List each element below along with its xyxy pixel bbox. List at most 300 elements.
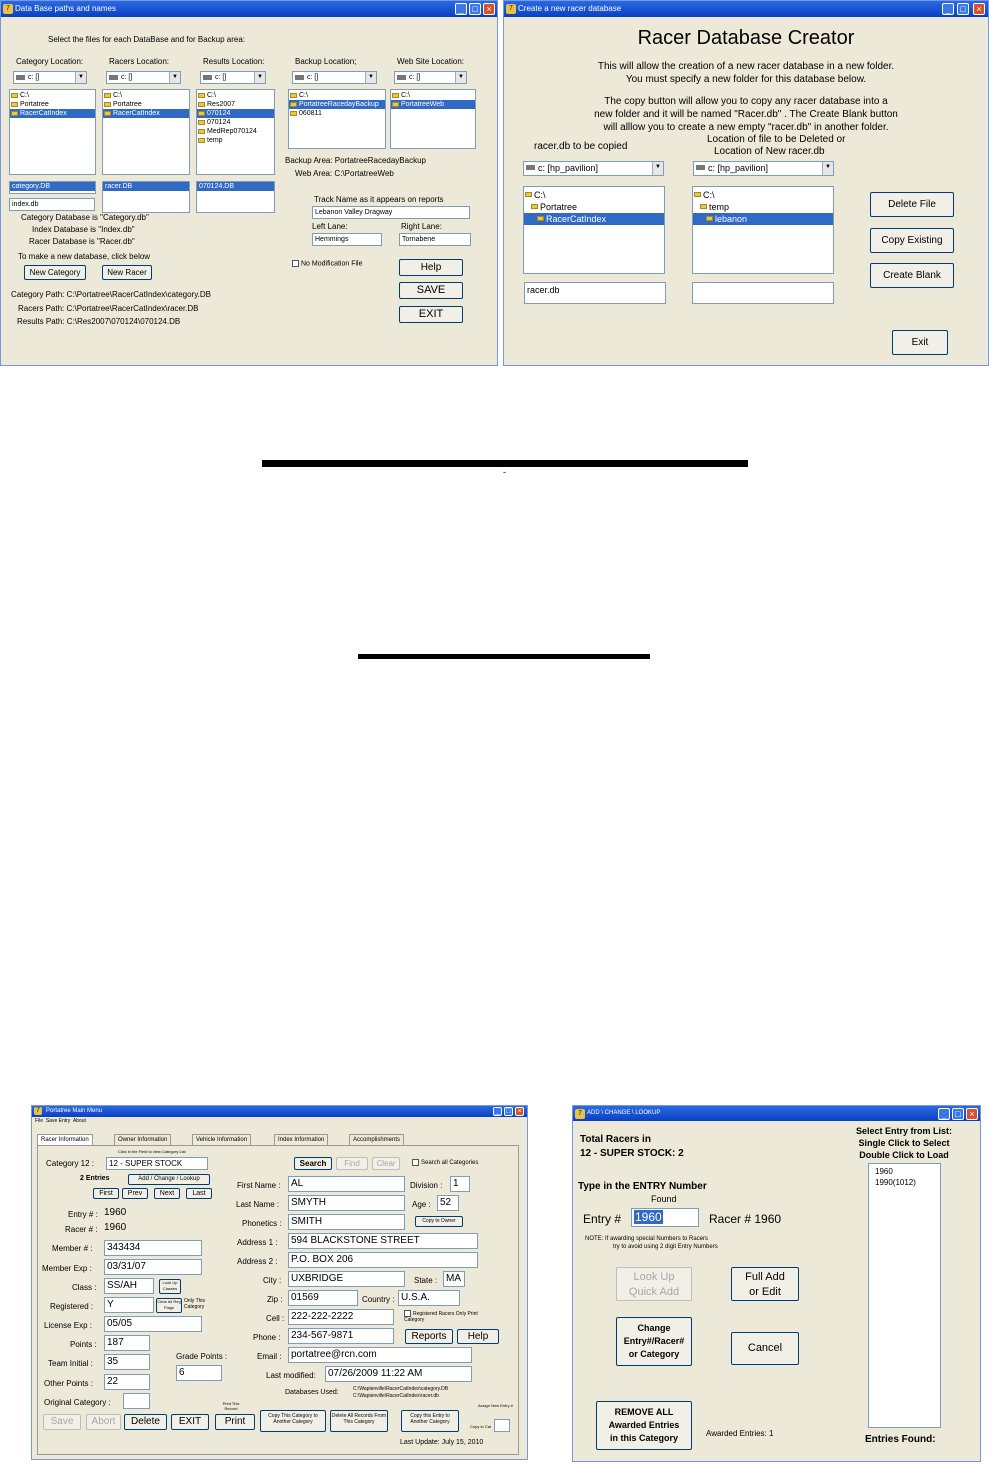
phone-field[interactable]: 234-567-9871 (288, 1328, 394, 1344)
folder-item[interactable] (391, 100, 475, 109)
category-db-text: Category Database is "Category.db" (21, 213, 149, 222)
source-drive-select[interactable] (523, 161, 664, 176)
other-points-field[interactable]: 22 (104, 1374, 150, 1390)
folder-name: RacerCatIndex (546, 214, 607, 224)
cancel-button[interactable]: Cancel (731, 1332, 799, 1365)
dropdown-arrow-icon[interactable]: ▼ (169, 72, 180, 83)
paths-title: Data Base paths and names (15, 4, 116, 13)
minimize-icon[interactable]: _ (942, 3, 954, 15)
tab-owner-info[interactable]: Owner Information (114, 1134, 171, 1146)
tab-index-info[interactable]: Index Information (274, 1134, 328, 1146)
menu-bar (35, 1118, 86, 1124)
note-line: try to avoid using 2 digit Entry Numbers (613, 1244, 718, 1250)
folder-icon (198, 102, 205, 107)
track-field[interactable]: Lebanon Valley Dragway (312, 206, 470, 219)
divider-mark: - (503, 467, 506, 477)
original-category-label: Original Category : (44, 1398, 111, 1407)
entry-number-value: 1960 (635, 1210, 662, 1224)
folder-name: 060811 (299, 110, 322, 117)
entry-number-field[interactable] (631, 1208, 699, 1227)
checkbox-icon[interactable] (404, 1310, 411, 1317)
prev-button[interactable]: Prev (122, 1188, 148, 1199)
awarded-entries-text: Awarded Entries: 1 (706, 1429, 774, 1438)
file-item[interactable]: 070124.DB (197, 182, 274, 191)
drive-icon (109, 75, 118, 80)
racers-folder-list[interactable] (102, 89, 190, 175)
close-icon[interactable]: × (966, 1108, 978, 1120)
dest-drive-select[interactable] (693, 161, 834, 176)
folder-item[interactable] (197, 91, 274, 100)
folder-item[interactable] (391, 91, 475, 100)
results-path-text: Results Path: C:\Res2007\070124\070124.DB (17, 317, 181, 326)
folder-item[interactable] (524, 201, 664, 213)
dropdown-arrow-icon[interactable]: ▼ (822, 162, 833, 175)
registered-only-label: Registered Racers Only Print Category (404, 1310, 478, 1323)
division-label: Division : (410, 1181, 443, 1190)
select-instructions (843, 1125, 965, 1161)
button-line: Quick Add (628, 1286, 680, 1298)
tab-vehicle-info[interactable]: Vehicle Information (192, 1134, 251, 1146)
source-folder-list[interactable] (523, 186, 665, 274)
creator-para2 (504, 95, 988, 134)
menu-file[interactable]: File (35, 1118, 44, 1124)
folder-icon (11, 102, 18, 107)
button-line: Full Add (745, 1271, 785, 1283)
find-button[interactable]: Find (336, 1157, 368, 1170)
racers-file-list[interactable] (102, 181, 190, 213)
results-folder-list[interactable] (196, 89, 275, 175)
main-title: Portatree Main Menu (46, 1108, 103, 1114)
select-line: Select Entry from List: (855, 1126, 953, 1136)
copy-category-button[interactable]: Copy This Category to Another Category (260, 1410, 326, 1432)
country-field[interactable]: U.S.A. (398, 1290, 460, 1306)
folder-icon (537, 216, 544, 221)
tab-strip (37, 1134, 517, 1145)
folder-name: C:\ (401, 92, 410, 99)
paths-instruction: Select the files for each DataBase and for Backup area: (48, 35, 246, 44)
entry-number-label: Entry # (583, 1212, 622, 1226)
close-icon[interactable]: × (515, 1107, 524, 1116)
index-file-field[interactable]: index.db (9, 198, 95, 211)
folder-item[interactable] (693, 201, 833, 213)
left-lane-label: Left Lane: (312, 222, 348, 231)
folder-icon (11, 111, 18, 116)
folder-item[interactable] (103, 109, 189, 118)
cell-field[interactable]: 222-222-2222 (288, 1309, 394, 1325)
app-icon: 7 (506, 4, 516, 14)
maximize-icon[interactable]: □ (957, 3, 969, 15)
folder-item[interactable] (197, 136, 274, 145)
databases-used-line: C:\Wapienville\RacerCatIndex\racer.db (353, 1393, 439, 1399)
copy-existing-button[interactable]: Copy Existing (870, 228, 954, 253)
assign-new-entry-text: Assign New Entry # (478, 1403, 513, 1408)
points-field[interactable]: 187 (104, 1335, 150, 1351)
index-db-text: Index Database is "Index.db" (32, 225, 135, 234)
website-folder-list[interactable] (390, 89, 476, 149)
folder-name: Portatree (540, 202, 578, 212)
total-racers-value: 12 - SUPER STOCK: 2 (580, 1148, 684, 1159)
last-modified-field[interactable]: 07/26/2009 11:22 AM (325, 1366, 472, 1382)
email-field[interactable]: portatree@rcn.com (288, 1347, 472, 1363)
racers-drive-value: c: [] (121, 74, 133, 81)
maximize-icon[interactable]: □ (469, 3, 481, 15)
category-drive-select[interactable] (13, 71, 87, 84)
exit-button[interactable]: EXIT (399, 306, 463, 323)
button-line: in this Category (609, 1433, 678, 1443)
delete-all-button[interactable]: Delete All Records From This Category (330, 1410, 388, 1432)
location-caption-2: Location of New racer.db (714, 146, 825, 157)
button-line: Look Up (633, 1271, 675, 1283)
folder-icon (198, 111, 205, 116)
creator-para2-line: new folder and it will be named "Racer.db" . The Create Blank button (594, 109, 898, 120)
folder-icon (104, 111, 111, 116)
folder-name: C:\ (534, 190, 546, 200)
class-label: Class : (72, 1283, 97, 1292)
folder-item[interactable] (197, 127, 274, 136)
copy-entry-button[interactable]: Copy this Entry to Another Category (401, 1410, 459, 1432)
minimize-icon[interactable]: _ (938, 1108, 950, 1120)
create-blank-button[interactable]: Create Blank (870, 263, 954, 288)
right-lane-field[interactable]: Tornabene (399, 233, 471, 246)
file-item[interactable]: category.DB (10, 182, 95, 191)
grade-points-field[interactable]: 6 (176, 1365, 222, 1381)
state-label: State : (414, 1276, 438, 1285)
entry-list[interactable] (868, 1163, 941, 1428)
zip-field[interactable]: 01569 (288, 1290, 358, 1306)
right-lane-label: Right Lane: (401, 222, 442, 231)
folder-name: PortatreeWeb (401, 101, 445, 108)
folder-item[interactable] (693, 189, 833, 201)
folder-name: 070124 (207, 119, 231, 126)
creator-para2-line: will alllow you to create a new empty "racer.db" in another folder. (603, 122, 889, 133)
button-line: or Category (628, 1349, 680, 1359)
button-line: or Edit (749, 1286, 781, 1298)
type-entry-label: Type in the ENTRY Number (578, 1181, 707, 1192)
search-all-label: Search all Categories (421, 1160, 479, 1167)
new-racer-button[interactable]: New Racer (102, 265, 152, 280)
address1-field[interactable]: 594 BLACKSTONE STREET (288, 1233, 478, 1249)
email-label: Email : (257, 1352, 282, 1361)
minimize-icon[interactable]: _ (455, 3, 467, 15)
website-drive-value: c: [] (409, 74, 421, 81)
copy-to-owner-button[interactable]: Copy to Owner (415, 1216, 463, 1227)
folder-name: RacerCatIndex (113, 110, 160, 117)
creator-para2-line: The copy button will allow you to copy any racer database into a (604, 96, 888, 107)
creator-title: Create a new racer database (518, 4, 622, 13)
menu-about[interactable]: About (72, 1118, 86, 1124)
reports-button[interactable]: Reports (405, 1329, 453, 1344)
copy-caption: racer.db to be copied (534, 141, 628, 152)
databases-used-line: C:\Wapienville\RacerCatIndex\category.DB (353, 1386, 449, 1392)
category-path-text: Category Path: C:\Portatree\RacerCatIndex\category.DB (11, 290, 211, 299)
folder-item[interactable] (103, 91, 189, 100)
registered-label: Registered : (50, 1302, 94, 1311)
drive-icon (295, 75, 304, 80)
folder-item[interactable] (289, 109, 385, 118)
registered-only-checkbox[interactable] (404, 1310, 499, 1323)
paths-title-bar (1, 1, 497, 17)
dropdown-arrow-icon[interactable]: ▼ (75, 72, 86, 83)
category-drive-value: c: [] (28, 74, 40, 81)
databases-used-label: Databases Used: (285, 1389, 339, 1396)
menu-save-entry[interactable]: Save Entry (45, 1118, 71, 1124)
list-item[interactable]: 1990(1012) (875, 1178, 916, 1187)
help-button[interactable]: Help (457, 1329, 499, 1344)
lookup-title: ADD \ CHANGE \ LOOKUP (587, 1110, 661, 1116)
total-racers-label: Total Racers in (580, 1134, 651, 1145)
folder-icon (104, 102, 111, 107)
change-entry-button[interactable] (616, 1317, 692, 1366)
folder-name: Portatree (113, 101, 142, 108)
backup-drive-select[interactable] (292, 71, 377, 84)
dropdown-arrow-icon[interactable]: ▼ (254, 72, 265, 83)
registered-field[interactable]: Y (104, 1297, 154, 1313)
drive-icon (526, 165, 535, 170)
address2-label: Address 2 : (237, 1257, 278, 1266)
last-modified-label: Last modified: (266, 1371, 316, 1380)
website-location-label: Web Site Location: (397, 57, 465, 66)
copy-to-cat-field[interactable] (494, 1419, 510, 1432)
folder-name: C:\ (20, 92, 29, 99)
copy-to-cat-text: Copy to Cat (470, 1424, 492, 1429)
folder-name: RacerCatIndex (20, 110, 67, 117)
main-window (31, 1105, 528, 1460)
folder-name: Portatree (20, 101, 49, 108)
lookup-window (572, 1105, 981, 1462)
results-file-list[interactable] (196, 181, 275, 213)
country-label: Country : (362, 1295, 395, 1304)
delete-file-button[interactable]: Delete File (870, 192, 954, 217)
original-category-field[interactable] (123, 1393, 150, 1409)
creator-para1 (504, 60, 988, 86)
tab-racer-info[interactable]: Racer Information (37, 1134, 93, 1146)
entry-label: Entry # : (68, 1210, 98, 1219)
full-add-edit-button[interactable] (731, 1267, 799, 1301)
folder-icon (525, 192, 532, 197)
last-name-label: Last Name : (236, 1200, 280, 1209)
creator-window (503, 0, 989, 366)
help-button[interactable]: Help (399, 259, 463, 276)
dest-drive-value: c: [hp_pavilion] (708, 163, 769, 173)
note-line: NOTE: If awarding special Numbers to Racers (585, 1236, 709, 1242)
search-button[interactable]: Search (294, 1157, 332, 1170)
folder-icon (531, 204, 538, 209)
folder-name: temp (709, 202, 730, 212)
maximize-icon[interactable]: □ (504, 1107, 513, 1116)
folder-item[interactable] (10, 100, 95, 109)
add-change-lookup-button[interactable]: Add / Change / Lookup (128, 1174, 210, 1185)
license-label: License Exp : (44, 1321, 93, 1330)
app-icon: 7 (3, 4, 13, 14)
location-caption-1: Location of file to be Deleted or (707, 134, 846, 145)
divider-line (262, 460, 748, 467)
folder-item[interactable] (103, 100, 189, 109)
age-field[interactable]: 52 (437, 1195, 459, 1211)
folder-icon (392, 102, 399, 107)
license-field[interactable]: 05/05 (104, 1316, 202, 1332)
checkbox-icon[interactable] (292, 260, 299, 267)
app-icon: 7 (34, 1107, 42, 1115)
grade-points-label: Grade Points : (176, 1352, 228, 1361)
phonetics-label: Phonetics : (242, 1219, 282, 1228)
folder-icon (290, 102, 297, 107)
checkbox-icon[interactable] (412, 1159, 419, 1166)
first-button[interactable]: First (93, 1188, 119, 1199)
last-button[interactable]: Last (186, 1188, 212, 1199)
select-line: Single Click to Select (858, 1138, 950, 1148)
address1-label: Address 1 : (237, 1238, 278, 1247)
folder-name: MedRep070124 (207, 128, 257, 135)
remove-all-awarded-button[interactable] (596, 1401, 692, 1450)
website-drive-select[interactable] (394, 71, 467, 84)
file-item[interactable]: racer.DB (103, 182, 189, 191)
close-icon[interactable]: × (973, 3, 985, 15)
dest-file-field[interactable] (692, 282, 834, 304)
creator-para1-line: This will allow the creation of a new racer database in a new folder. (597, 61, 895, 72)
category-file-list[interactable] (9, 181, 96, 194)
results-location-label: Results Location: (203, 57, 265, 66)
address2-field[interactable]: P.O. BOX 206 (288, 1252, 478, 1268)
main-title-bar (32, 1106, 527, 1117)
maximize-icon[interactable]: □ (952, 1108, 964, 1120)
category-folder-list[interactable] (9, 89, 96, 175)
folder-item[interactable] (524, 189, 664, 201)
next-button[interactable]: Next (154, 1188, 180, 1199)
folder-item[interactable] (693, 213, 833, 225)
folder-name: PortatreeRacedayBackup (299, 101, 379, 108)
folder-item[interactable] (197, 109, 274, 118)
folder-item[interactable] (524, 213, 664, 225)
last-update-text: Last Update: July 15, 2010 (400, 1439, 484, 1446)
racer-label: Racer # : (65, 1225, 98, 1234)
zip-label: Zip : (267, 1295, 283, 1304)
age-label: Age : (412, 1200, 431, 1209)
team-label: Team Initial : (48, 1359, 93, 1368)
clear-reg-flags-button[interactable]: Clear All Reg Flags (156, 1298, 182, 1313)
button-line: Change (637, 1323, 671, 1333)
source-file-field[interactable]: racer.db (524, 282, 666, 304)
folder-icon (198, 93, 205, 98)
city-field[interactable]: UXBRIDGE (288, 1271, 405, 1287)
left-lane-field[interactable]: Hemmings (312, 233, 382, 246)
folder-icon (694, 192, 701, 197)
folder-item[interactable] (197, 118, 274, 127)
folder-icon (104, 93, 111, 98)
folder-name: 070124 (207, 110, 231, 117)
folder-item[interactable] (10, 91, 95, 100)
source-drive-value: c: [hp_pavilion] (538, 163, 599, 173)
team-field[interactable]: 35 (104, 1354, 150, 1370)
folder-icon (198, 138, 205, 143)
creator-para1-line: You must specify a new folder for this database below. (625, 74, 867, 85)
phone-label: Phone : (253, 1333, 281, 1342)
racers-drive-select[interactable] (106, 71, 181, 84)
tab-panel (37, 1145, 519, 1455)
first-name-field[interactable]: AL (288, 1176, 405, 1192)
dropdown-arrow-icon[interactable]: ▼ (365, 72, 376, 83)
folder-item[interactable] (289, 91, 385, 100)
search-all-checkbox[interactable] (412, 1159, 478, 1166)
select-line: Double Click to Load (859, 1150, 949, 1160)
new-category-button[interactable]: New Category (24, 265, 86, 280)
folder-icon (290, 111, 297, 116)
other-points-label: Other Points : (44, 1379, 93, 1388)
folder-item[interactable] (197, 100, 274, 109)
category-hint: Click in the Field to view Category List (118, 1149, 186, 1154)
division-field[interactable]: 1 (450, 1176, 470, 1192)
folder-icon (290, 93, 297, 98)
results-drive-select[interactable] (200, 71, 266, 84)
entries-found-text: Entries Found: (865, 1434, 936, 1445)
minimize-icon[interactable]: _ (493, 1107, 502, 1116)
print-button[interactable]: Print (215, 1414, 255, 1430)
only-this-category: Only This Category (184, 1298, 206, 1310)
first-name-label: First Name : (237, 1181, 281, 1190)
drive-icon (203, 75, 212, 80)
lookup-title-bar (573, 1106, 980, 1121)
dropdown-arrow-icon[interactable]: ▼ (455, 72, 466, 83)
save-button[interactable]: SAVE (399, 282, 463, 299)
no-mod-checkbox[interactable] (292, 260, 362, 267)
member-field[interactable]: 343434 (104, 1240, 202, 1256)
lookup-classes-button[interactable]: Look Up Classes (159, 1279, 181, 1294)
folder-name: C:\ (703, 190, 715, 200)
make-new-text: To make a new database, click below (18, 252, 151, 261)
creator-heading: Racer Database Creator (637, 27, 855, 49)
list-item[interactable]: 1960 (875, 1167, 893, 1176)
member-exp-field[interactable]: 03/31/07 (104, 1259, 202, 1275)
backup-drive-value: c: [] (307, 74, 319, 81)
drive-icon (397, 75, 406, 80)
delete-button[interactable]: Delete (124, 1414, 167, 1430)
last-name-field[interactable]: SMYTH (288, 1195, 405, 1211)
backup-folder-list[interactable] (288, 89, 386, 149)
folder-item[interactable] (289, 100, 385, 109)
paths-window (0, 0, 498, 366)
category-field[interactable]: 12 - SUPER STOCK (106, 1157, 208, 1170)
button-line: REMOVE ALL (614, 1407, 674, 1417)
backup-area-text: Backup Area: PortatreeRacedayBackup (285, 156, 426, 165)
racers-location-label: Racers Location: (109, 57, 170, 66)
drive-icon (16, 75, 25, 80)
print-record-text: Print This Record (222, 1401, 240, 1411)
folder-item[interactable] (10, 109, 95, 118)
dropdown-arrow-icon[interactable]: ▼ (652, 162, 663, 175)
class-field[interactable]: SS/AH (104, 1278, 154, 1294)
entries-count: 2 Entries (80, 1175, 110, 1182)
dest-folder-list[interactable] (692, 186, 834, 274)
folder-name: temp (207, 137, 223, 144)
tab-accomplishments[interactable]: Accomplishments (349, 1134, 404, 1146)
creator-exit-button[interactable]: Exit (892, 330, 948, 355)
clear-button[interactable]: Clear (372, 1157, 400, 1170)
abort-button[interactable]: Abort (86, 1414, 121, 1430)
points-label: Points : (70, 1340, 97, 1349)
folder-name: lebanon (715, 214, 748, 224)
entry-value: 1960 (104, 1207, 127, 1218)
category-location-label: Category Location: (16, 57, 84, 66)
found-label: Found (651, 1194, 677, 1204)
exit-button[interactable]: EXIT (171, 1414, 209, 1430)
save-button[interactable]: Save (43, 1414, 81, 1430)
divider-line (358, 654, 650, 659)
state-field[interactable]: MA (443, 1271, 465, 1287)
racer-db-text: Racer Database is "Racer.db" (29, 237, 135, 246)
phonetics-field[interactable]: SMITH (288, 1214, 405, 1230)
lookup-quick-add-button[interactable] (616, 1267, 692, 1301)
close-icon[interactable]: × (483, 3, 495, 15)
results-drive-value: c: [] (215, 74, 227, 81)
